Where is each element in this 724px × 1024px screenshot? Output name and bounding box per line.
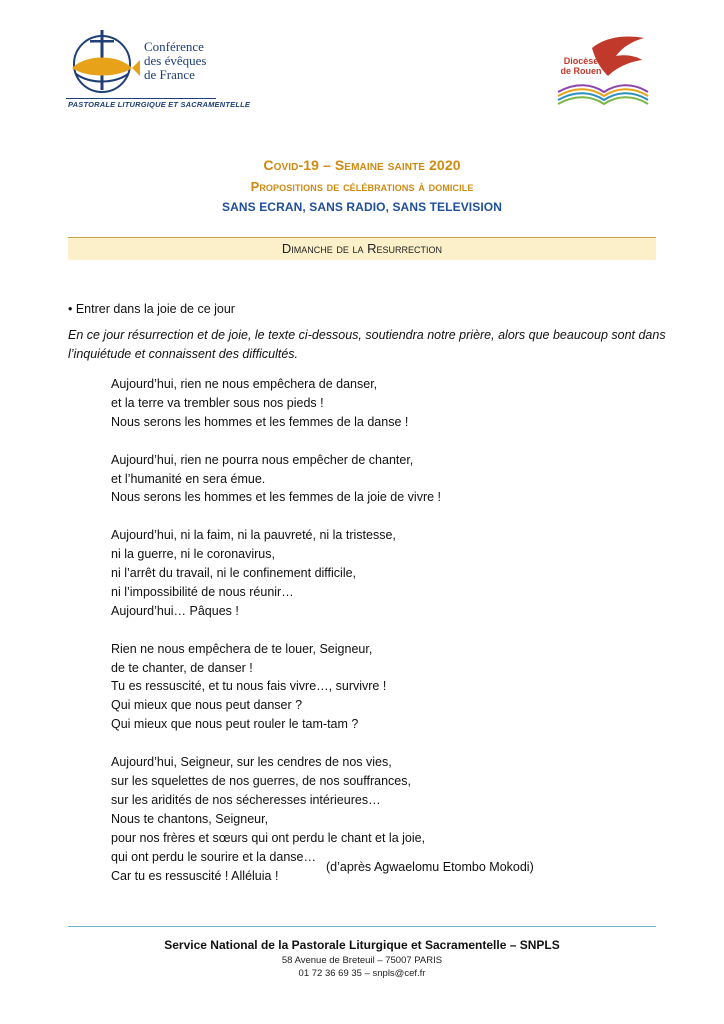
- poem-line: et la terre va trembler sous nos pieds !: [111, 395, 324, 410]
- poem-line: Aujourd’hui, rien ne nous empêchera de danser,: [111, 377, 378, 391]
- poem-line: Car tu es ressuscité ! Alléluia !: [111, 868, 279, 883]
- footer: [0, 936, 724, 980]
- poem-line: Nous serons les hommes et les femmes de la joie de vivre !: [111, 490, 441, 505]
- poem-line: qui ont perdu le sourire et la danse…: [111, 849, 316, 864]
- poem-line: Aujourd’hui… Pâques !: [111, 603, 239, 618]
- poem-line: de te chanter, de danser !: [111, 660, 253, 675]
- footer-address: 58 Avenue de Breteuil – 75007 PARIS: [281, 955, 443, 966]
- diocese-name-line2: de Rouen: [560, 66, 602, 76]
- poem-stanza: [111, 640, 631, 735]
- poem-line: Aujourd’hui, Seigneur, sur les cendres de nos vies,: [111, 755, 392, 770]
- poem-line: ni l’arrêt du travail, ni le confinement difficile,: [111, 566, 357, 581]
- poem-line: Qui mieux que nous peut danser ?: [111, 698, 303, 713]
- diocese-logo: [552, 30, 652, 110]
- diocese-name: [558, 56, 604, 76]
- footer-contact[interactable]: 01 72 36 69 35 – snpls@cef.fr: [298, 968, 426, 979]
- poem-stanza: [111, 375, 631, 432]
- poem-line: ni la guerre, ni le coronavirus,: [111, 547, 275, 562]
- poem-line: sur les aridités de nos sécheresses intérieures…: [111, 792, 381, 807]
- poem-line: Aujourd’hui, ni la faim, ni la pauvreté, ni la tristesse,: [111, 528, 396, 543]
- section-banner: Dimanche de la Resurrection: [68, 237, 656, 260]
- poem-line: Nous serons les hommes et les femmes de la danse !: [111, 414, 409, 429]
- poem-stanza: [111, 526, 631, 621]
- footer-divider: [68, 926, 656, 927]
- cef-cross-fish-icon: [66, 28, 142, 96]
- cef-subtitle: PASTORALE LITURGIQUE ET SACRAMENTELLE: [68, 100, 251, 109]
- poem-line: Aujourd’hui, rien ne pourra nous empêcher de chanter,: [111, 452, 414, 467]
- poem-line: Tu es ressuscité, et tu nous fais vivre…, survivre !: [111, 679, 387, 694]
- poem-line: et l’humanité en sera émue.: [111, 471, 266, 486]
- poem-line: Rien ne nous empêchera de te louer, Seigneur,: [111, 641, 373, 656]
- cef-name-line2: des évêques: [144, 53, 207, 68]
- title-covid: Covid-19 – Semaine sainte 2020: [263, 157, 461, 173]
- poem-attribution: (d’après Agwaelomu Etombo Mokodi): [326, 860, 534, 874]
- cef-divider: [66, 98, 216, 99]
- intro-paragraph: En ce jour résurrection et de joie, le texte ci-dessous, soutiendra notre prière, alors que beaucoup sont dans l’inquiétude et connaissent des difficultés.: [68, 328, 666, 361]
- poem-line: pour nos frères et sœurs qui ont perdu le chant et la joie,: [111, 830, 426, 845]
- title-propositions: Propositions de célébrations à domicile: [250, 179, 474, 194]
- cef-logo: [66, 28, 251, 116]
- poem-stanza: [111, 451, 631, 508]
- poem-line: sur les squelettes de nos guerres, de nos souffrances,: [111, 773, 411, 788]
- document-titles: [0, 155, 724, 218]
- cef-name-line1: Conférence: [144, 39, 204, 54]
- cef-name-line3: de France: [144, 67, 195, 82]
- poem: [111, 375, 631, 904]
- diocese-name-line1: Diocèse: [563, 56, 599, 66]
- poem-line: ni l’impossibilité de nous réunir…: [111, 584, 294, 599]
- section-heading: • Entrer dans la joie de ce jour: [68, 302, 235, 316]
- poem-line: Qui mieux que nous peut rouler le tam-tam ?: [111, 717, 359, 732]
- poem-line: Nous te chantons, Seigneur,: [111, 811, 269, 826]
- title-sans-ecran: SANS ECRAN, SANS RADIO, SANS TELEVISION: [222, 200, 502, 214]
- cef-name: [144, 40, 206, 82]
- footer-org: Service National de la Pastorale Liturgique et Sacramentelle – SNPLS: [164, 938, 560, 952]
